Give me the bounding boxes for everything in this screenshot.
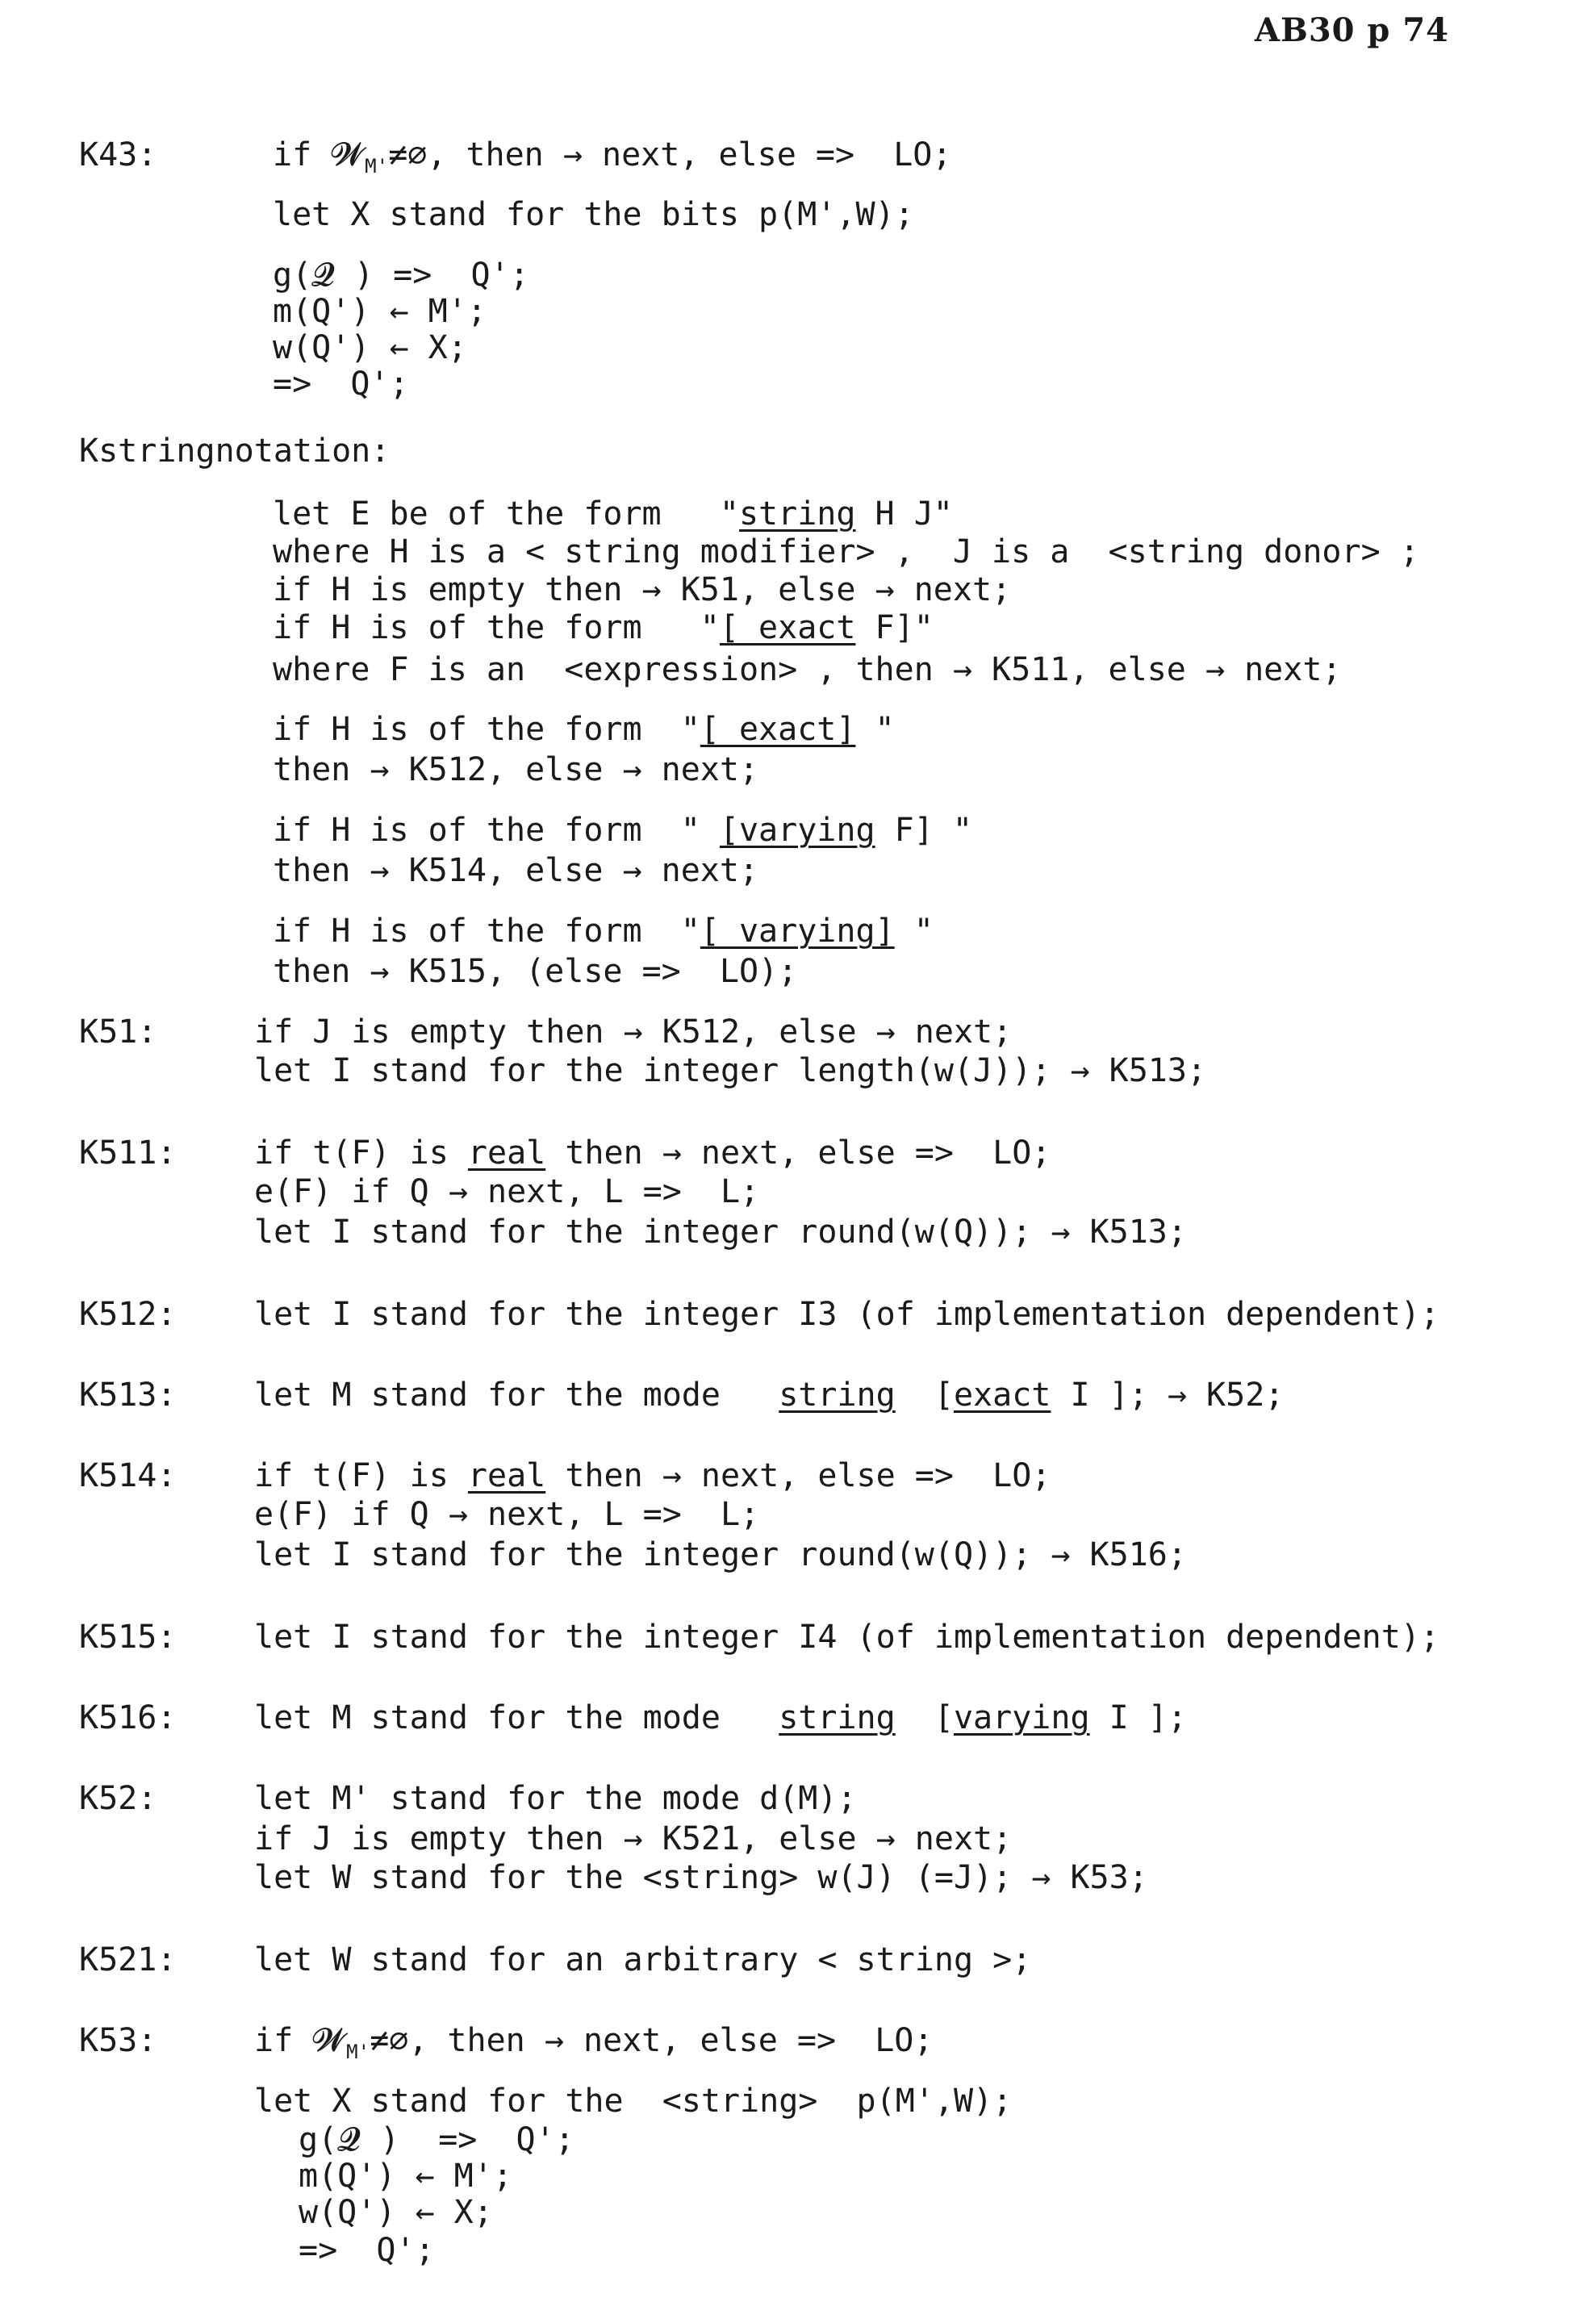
k53-line-3: g(𝓠 ) => Q'; — [299, 2121, 574, 2158]
kstring-line-2: where H is a < string modifier> , J is a <string donor> ; — [273, 533, 1419, 570]
k512-line-1: let I stand for the integer I3 (of implementation dependent); — [254, 1296, 1440, 1333]
label-k521: K521: — [79, 1941, 177, 1978]
kstring-line-6: if H is of the form "[ exact] " — [273, 711, 895, 748]
k43-line-6: => Q'; — [273, 366, 409, 403]
k53-line-1: if 𝓦$_{M'}$≠∅, then → next, else => LO; — [254, 2022, 934, 2063]
label-k514: K514: — [79, 1457, 177, 1494]
kstring-line-8: if H is of the form " [varying F] " — [273, 812, 972, 849]
k43-line-5: w(Q') ← X; — [273, 329, 467, 366]
label-kstringnotation: Kstringnotation: — [79, 432, 391, 470]
label-k52: K52: — [79, 1780, 157, 1817]
k52-line-1: let M' stand for the mode d(M); — [254, 1780, 857, 1817]
kstring-line-5: where F is an <expression> , then → K511, else → next; — [273, 651, 1342, 688]
k511-line-2: e(F) if Q → next, L => L; — [254, 1173, 760, 1210]
label-k43: K43: — [79, 136, 157, 173]
k521-line-1: let W stand for an arbitrary < string >; — [254, 1941, 1032, 1978]
label-k51: K51: — [79, 1013, 157, 1051]
k511-line-3: let I stand for the integer round(w(Q)); → K513; — [254, 1214, 1187, 1251]
k53-line-6: => Q'; — [299, 2232, 435, 2269]
k515-line-1: let I stand for the integer I4 (of implementation dependent); — [254, 1619, 1440, 1656]
label-k513: K513: — [79, 1377, 177, 1414]
k52-line-2: if J is empty then → K521, else → next; — [254, 1820, 1013, 1857]
k43-line-1: if 𝓦$_{M'}$≠∅, then → next, else => LO; — [273, 136, 952, 178]
k51-line-2: let I stand for the integer length(w(J)); → K513; — [254, 1052, 1207, 1089]
label-k53: K53: — [79, 2022, 157, 2059]
k514-line-2: e(F) if Q → next, L => L; — [254, 1496, 760, 1533]
k514-line-3: let I stand for the integer round(w(Q)); → K516; — [254, 1536, 1187, 1573]
k511-line-1: if t(F) is real then → next, else => LO; — [254, 1134, 1051, 1172]
k52-line-3: let W stand for the <string> w(J) (=J); → K53; — [254, 1859, 1148, 1896]
k43-line-2: let X stand for the bits p(M',W); — [273, 196, 914, 233]
label-k511: K511: — [79, 1134, 177, 1172]
k51-line-1: if J is empty then → K512, else → next; — [254, 1013, 1013, 1051]
k43-line-4: m(Q') ← M'; — [273, 293, 487, 330]
kstring-line-1: let E be of the form "string H J" — [273, 495, 953, 533]
k43-line-3: g(𝓠 ) => Q'; — [273, 257, 529, 294]
page-reference: AB30 p 74 — [1255, 11, 1449, 49]
kstring-line-9: then → K514, else → next; — [273, 852, 759, 889]
kstring-line-3: if H is empty then → K51, else → next; — [273, 571, 1012, 608]
kstring-line-10: if H is of the form "[ varying] " — [273, 913, 934, 950]
label-k515: K515: — [79, 1619, 177, 1656]
k514-line-1: if t(F) is real then → next, else => LO; — [254, 1457, 1051, 1494]
k53-line-4: m(Q') ← M'; — [299, 2158, 512, 2195]
label-k512: K512: — [79, 1296, 177, 1333]
k53-line-5: w(Q') ← X; — [299, 2194, 493, 2231]
kstring-line-11: then → K515, (else => LO); — [273, 953, 798, 990]
label-k516: K516: — [79, 1699, 177, 1736]
k53-line-2: let X stand for the <string> p(M',W); — [254, 2083, 1013, 2120]
kstring-line-7: then → K512, else → next; — [273, 751, 759, 788]
k513-line-1: let M stand for the mode string [exact I ]; → K52; — [254, 1377, 1285, 1414]
kstring-line-4: if H is of the form "[ exact F]" — [273, 609, 934, 646]
k516-line-1: let M stand for the mode string [varying I ]; — [254, 1699, 1187, 1736]
